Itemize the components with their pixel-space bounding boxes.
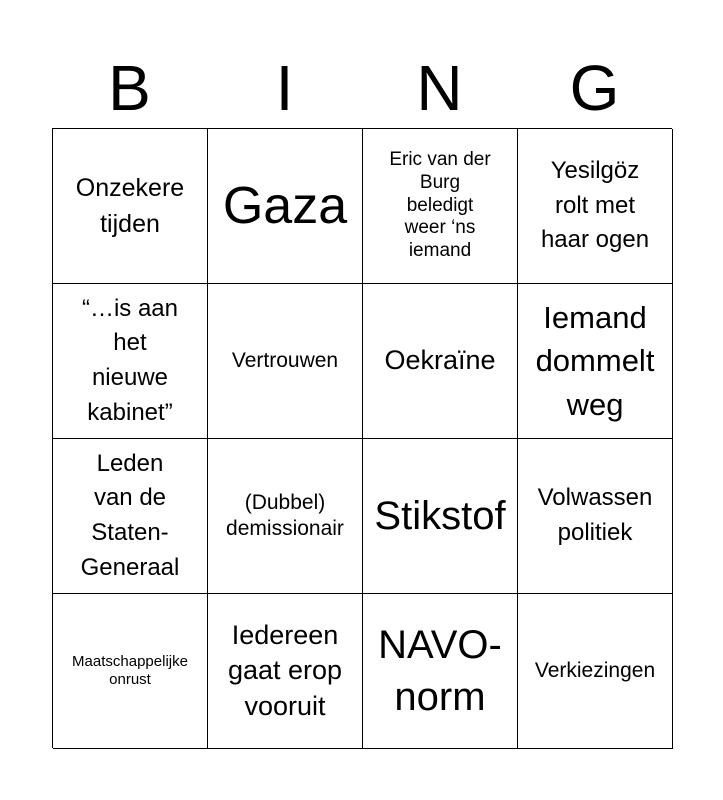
- bingo-cell-4-4[interactable]: [518, 594, 673, 749]
- header-letter-i: I: [275, 52, 294, 124]
- cell-text: Iemand dommelt weg: [535, 299, 655, 422]
- bingo-cell-4-1[interactable]: [53, 594, 208, 749]
- bingo-cell-2-1[interactable]: [53, 284, 208, 439]
- cell-text: Iedereen gaat erop vooruit: [227, 620, 343, 721]
- cell-text: Yesilgöz rolt met haar ogen: [540, 157, 650, 254]
- cell-text: NAVO- norm: [378, 623, 502, 719]
- cell-text: Onzekere tijden: [75, 173, 185, 238]
- cell-text: Leden van de Staten- Generaal: [80, 449, 180, 581]
- cell-text: Eric van der Burg beledigt weer ‘ns iemand: [389, 149, 491, 262]
- cell-text: Stikstof: [374, 494, 506, 538]
- bingo-cell-2-4[interactable]: [518, 284, 673, 439]
- bingo-cell-2-3[interactable]: [363, 284, 518, 439]
- cell-text: Vertrouwen: [231, 349, 339, 373]
- header-letter-b: B: [108, 52, 151, 124]
- bingo-cell-3-2[interactable]: [208, 439, 363, 594]
- cell-text: Verkiezingen: [534, 659, 656, 683]
- cell-text: “…is aan het nieuwe kabinet”: [81, 294, 179, 426]
- header-letter-n: N: [416, 52, 463, 124]
- bingo-cell-3-1[interactable]: [53, 439, 208, 594]
- bingo-cell-1-4[interactable]: [518, 129, 673, 284]
- cell-text: Volwassen politiek: [537, 484, 653, 546]
- bingo-cell-1-1[interactable]: [53, 129, 208, 284]
- cell-text: Maatschappelijke onrust: [72, 653, 188, 688]
- bingo-cell-3-4[interactable]: [518, 439, 673, 594]
- bingo-header: [52, 48, 672, 128]
- bingo-cell-4-2[interactable]: [208, 594, 363, 749]
- bingo-cell-4-3[interactable]: [363, 594, 518, 749]
- bingo-cell-1-2[interactable]: [208, 129, 363, 284]
- bingo-cell-3-3[interactable]: [363, 439, 518, 594]
- cell-text: Oekraïne: [384, 345, 496, 376]
- cell-text: (Dubbel) demissionair: [226, 491, 344, 540]
- bingo-cell-1-3[interactable]: [363, 129, 518, 284]
- bingo-cell-2-2[interactable]: [208, 284, 363, 439]
- bingo-grid: [52, 128, 672, 748]
- header-letter-g: G: [569, 52, 620, 124]
- cell-text: Gaza: [222, 177, 348, 235]
